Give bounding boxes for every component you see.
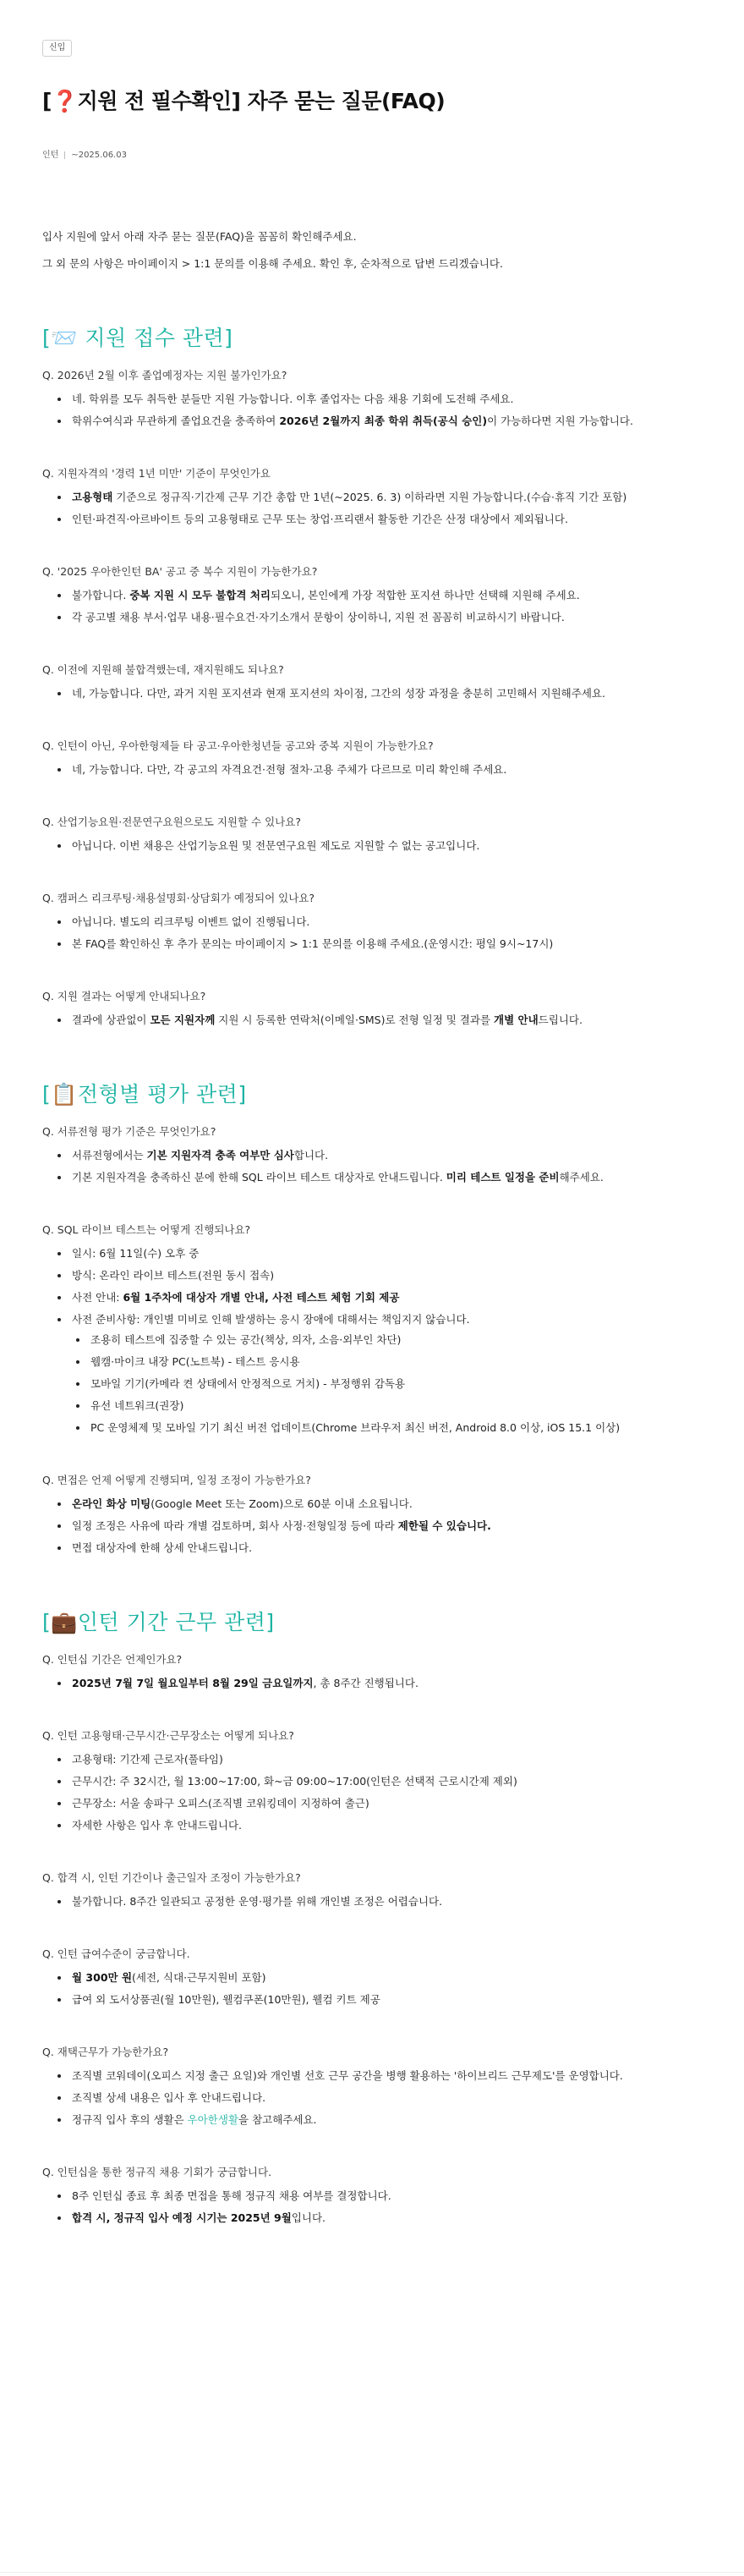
faq-answer: • 조직별 코워데이(오피스 지정 출근 요일)와 개인별 선호 근무 공간을 병행 활용하는 '하이브리드 근무제도'를 운영합니다.: [70, 2068, 702, 2084]
faq-question: Q. 캠퍼스 리크루팅·채용설명회·상담회가 예정되어 있나요?: [42, 892, 315, 904]
faq-answer: • 합격 시, 정규직 입사 예정 시기는 2025년 9월입니다.: [70, 2210, 702, 2227]
faq-item: [42, 2164, 702, 2227]
faq-question: Q. 면접은 언제 어떻게 진행되며, 일정 조정이 가능한가요?: [42, 1474, 311, 1486]
post-meta: [42, 147, 127, 160]
faq-item: [42, 1870, 702, 1910]
bottom-divider: [0, 2572, 744, 2573]
faq-item: [42, 1123, 702, 1186]
faq-sub-answer: • PC 운영체제 및 모바일 기기 최신 버전 업데이트(Chrome 브라우저 최신 버전, Android 8.0 이상, iOS 15.1 이상): [89, 1420, 702, 1436]
faq-answer: • 기본 지원자격을 충족하신 분에 한해 SQL 라이브 테스트 대상자로 안내드립니다. 미리 테스트 일정을 준비해주세요.: [70, 1169, 702, 1186]
faq-answer: • 일시: 6월 11일(수) 오후 중: [70, 1245, 702, 1262]
faq-question: Q. 인턴십을 통한 정규직 채용 기회가 궁금합니다.: [42, 2166, 272, 2178]
faq-answer: • 본 FAQ를 확인하신 후 추가 문의는 마이페이지 > 1:1 문의를 이용해 주세요.(운영시간: 평일 9시~17시): [70, 936, 702, 953]
faq-item: [42, 2044, 702, 2128]
faq-answer: • 방식: 온라인 라이브 테스트(전원 동시 접속): [70, 1267, 702, 1284]
faq-sub-answer: • 모바일 기기(카메라 켠 상태에서 안정적으로 거치) - 부정행위 감독용: [89, 1376, 702, 1392]
faq-question: Q. SQL 라이브 테스트는 어떻게 진행되나요?: [42, 1223, 251, 1236]
section-title-evaluation: [📋전형별 평가 관련]: [42, 1082, 247, 1107]
section-title-application: [📨 지원 접수 관련]: [42, 326, 233, 350]
faq-answer: • 면접 대상자에 한해 상세 안내드립니다.: [70, 1540, 702, 1557]
category-tag: 신입: [42, 40, 72, 57]
faq-answer: • 네, 가능합니다. 다만, 과거 지원 포지션과 현재 포지션의 차이점, 그간의 성장 과정을 충분히 고민해서 지원해주세요.: [70, 685, 702, 702]
faq-question: Q. 지원 결과는 어떻게 안내되나요?: [42, 990, 206, 1002]
faq-answer: • 결과에 상관없이 모든 지원자께 지원 시 등록한 연락처(이메일·SMS)로 전형 일정 및 결과를 개별 안내드립니다.: [70, 1012, 702, 1029]
faq-answer: • 일정 조정은 사유에 따라 개별 검토하며, 회사 사정·전형일정 등에 따라 제한될 수 있습니다.: [70, 1518, 702, 1535]
faq-item: [42, 1222, 702, 1436]
faq-answer: • 사전 준비사항: 개인별 미비로 인해 발생하는 응시 장애에 대해서는 책임지지 않습니다. • 조용히 테스트에 집중할 수 있는 공간(책상, 의자, 소음·외부인 차단) • 웹캠·마이크 내장 PC(노트북) - 테스트 응시용 • 모바일 기기(카메라 켠 상태에서 안정적으로 거치) - 부정행위 감독용 • 유선 네트워크(권장) • PC 운영체제 및 모바일 기기 최신 버전 업데이트(Chrome 브라우저 최신 버전, Android 8.0 이상, iOS 15.1 이상): [70, 1311, 702, 1436]
faq-answer: • 네, 가능합니다. 다만, 각 공고의 자격요건·전형 절차·고용 주체가 다르므로 미리 확인해 주세요.: [70, 761, 702, 778]
meta-divider: [64, 151, 65, 159]
faq-answer: • 불가합니다. 중복 지원 시 모두 불합격 처리되오니, 본인에게 가장 적합한 포지션 하나만 선택해 지원해 주세요.: [70, 587, 702, 604]
faq-item: [42, 1472, 702, 1557]
faq-answer: • 인턴·파견직·아르바이트 등의 고용형태로 근무 또는 창업·프리랜서 활동한 기간은 산정 대상에서 제외됩니다.: [70, 511, 702, 528]
employment-type: 인턴: [42, 151, 59, 160]
faq-question: Q. 인턴 급여수준이 궁금합니다.: [42, 1947, 190, 1960]
faq-sub-answer: • 유선 네트워크(권장): [89, 1398, 702, 1414]
faq-answer: • 정규직 입사 후의 생활은 우아한생활을 참고해주세요.: [70, 2112, 702, 2128]
faq-question: Q. 2026년 2월 이후 졸업예정자는 지원 불가인가요?: [42, 369, 287, 382]
faq-answer: • 급여 외 도서상품권(월 10만원), 웰컴쿠폰(10만원), 웰컴 키트 제공: [70, 1991, 702, 2008]
faq-answer: • 8주 인턴십 종료 후 최종 면접을 통해 정규직 채용 여부를 결정합니다.: [70, 2188, 702, 2205]
faq-item: [42, 662, 702, 702]
intro-line: 입사 지원에 앞서 아래 자주 묻는 질문(FAQ)을 꼼꼼히 확인해주세요.: [42, 230, 357, 243]
faq-answer: • 네. 학위를 모두 취득한 분들만 지원 가능합니다. 이후 졸업자는 다음 채용 기회에 도전해 주세요.: [70, 391, 702, 408]
faq-item: [42, 563, 702, 626]
post-body: [42, 228, 702, 2232]
faq-answer: • 자세한 사항은 입사 후 안내드립니다.: [70, 1817, 702, 1834]
faq-item: [42, 465, 702, 528]
intro-line: 그 외 문의 사항은 마이페이지 > 1:1 문의를 이용해 주세요. 확인 후, 순차적으로 답변 드리겠습니다.: [42, 257, 503, 270]
faq-question: Q. 서류전형 평가 기준은 무엇인가요?: [42, 1125, 216, 1138]
faq-answer: • 온라인 화상 미팅(Google Meet 또는 Zoom)으로 60분 이내 소요됩니다.: [70, 1496, 702, 1513]
faq-question: Q. 인턴십 기간은 언제인가요?: [42, 1653, 183, 1666]
faq-item: [42, 890, 702, 953]
faq-answer: • 학위수여식과 무관하게 졸업요건을 충족하여 2026년 2월까지 최종 학위 취득(공식 승인)이 가능하다면 지원 가능합니다.: [70, 413, 702, 430]
woowa-life-link[interactable]: 우아한생활: [187, 2113, 239, 2126]
faq-question: Q. 인턴이 아닌, 우아한형제들 타 공고·우아한청년들 공고와 중복 지원이 가능한가요?: [42, 739, 434, 752]
faq-answer: • 고용형태: 기간제 근로자(풀타임): [70, 1751, 702, 1768]
faq-answer: • 아닙니다. 별도의 리크루팅 이벤트 없이 진행됩니다.: [70, 914, 702, 931]
faq-question: Q. 산업기능요원·전문연구요원으로도 지원할 수 있나요?: [42, 816, 301, 828]
faq-item: [42, 738, 702, 778]
section-title-internship: [💼인턴 기간 근무 관련]: [42, 1610, 275, 1634]
deadline-date: ~2025.06.03: [71, 151, 127, 160]
faq-item: [42, 1651, 702, 1692]
faq-sub-answer: • 조용히 테스트에 집중할 수 있는 공간(책상, 의자, 소음·외부인 차단): [89, 1332, 702, 1348]
faq-answer: • 2025년 7월 7일 월요일부터 8월 29일 금요일까지, 총 8주간 진행됩니다.: [70, 1675, 702, 1692]
faq-question: Q. 이전에 지원해 불합격했는데, 재지원해도 되나요?: [42, 663, 284, 676]
faq-answer: • 월 300만 원(세전, 식대·근무지원비 포함): [70, 1969, 702, 1986]
faq-answer: • 불가합니다. 8주간 일관되고 공정한 운영·평가를 위해 개인별 조정은 어렵습니다.: [70, 1893, 702, 1910]
faq-answer: • 근무시간: 주 32시간, 월 13:00~17:00, 화~금 09:00~17:00(인턴은 선택적 근로시간제 제외): [70, 1773, 702, 1790]
faq-answer: • 각 공고별 채용 부서·업무 내용·필수요건·자기소개서 문항이 상이하니, 지원 전 꼼꼼히 비교하시기 바랍니다.: [70, 609, 702, 626]
faq-answer: • 근무장소: 서울 송파구 오피스(조직별 코워킹데이 지정하여 출근): [70, 1795, 702, 1812]
faq-item: [42, 1727, 702, 1834]
question-mark-icon: ❓: [51, 89, 78, 113]
page-title: [❓지원 전 필수확인] 자주 묻는 질문(FAQ): [42, 89, 446, 113]
faq-answer: • 조직별 상세 내용은 입사 후 안내드립니다.: [70, 2090, 702, 2106]
faq-question: Q. 인턴 고용형태·근무시간·근무장소는 어떻게 되나요?: [42, 1729, 294, 1742]
faq-answer: • 서류전형에서는 기본 지원자격 충족 여부만 심사합니다.: [70, 1147, 702, 1164]
faq-answer: • 사전 안내: 6월 1주차에 대상자 개별 안내, 사전 테스트 체험 기회 제공: [70, 1289, 702, 1306]
faq-answer: • 고용형태 기준으로 정규직·기간제 근무 기간 총합 만 1년(~2025. 6. 3) 이하라면 지원 가능합니다.(수습·휴직 기간 포함): [70, 489, 702, 506]
faq-item: [42, 814, 702, 854]
faq-item: [42, 367, 702, 430]
faq-item: [42, 1946, 702, 2008]
faq-question: Q. 합격 시, 인턴 기간이나 출근일자 조정이 가능한가요?: [42, 1871, 301, 1884]
faq-question: Q. '2025 우아한인턴 BA' 공고 중 복수 지원이 가능한가요?: [42, 565, 318, 578]
faq-question: Q. 재택근무가 가능한가요?: [42, 2046, 169, 2058]
faq-question: Q. 지원자격의 '경력 1년 미만' 기준이 무엇인가요: [42, 467, 271, 480]
faq-answer: • 아닙니다. 이번 채용은 산업기능요원 및 전문연구요원 제도로 지원할 수 없는 공고입니다.: [70, 838, 702, 854]
faq-item: [42, 988, 702, 1029]
faq-sub-answer: • 웹캠·마이크 내장 PC(노트북) - 테스트 응시용: [89, 1354, 702, 1370]
